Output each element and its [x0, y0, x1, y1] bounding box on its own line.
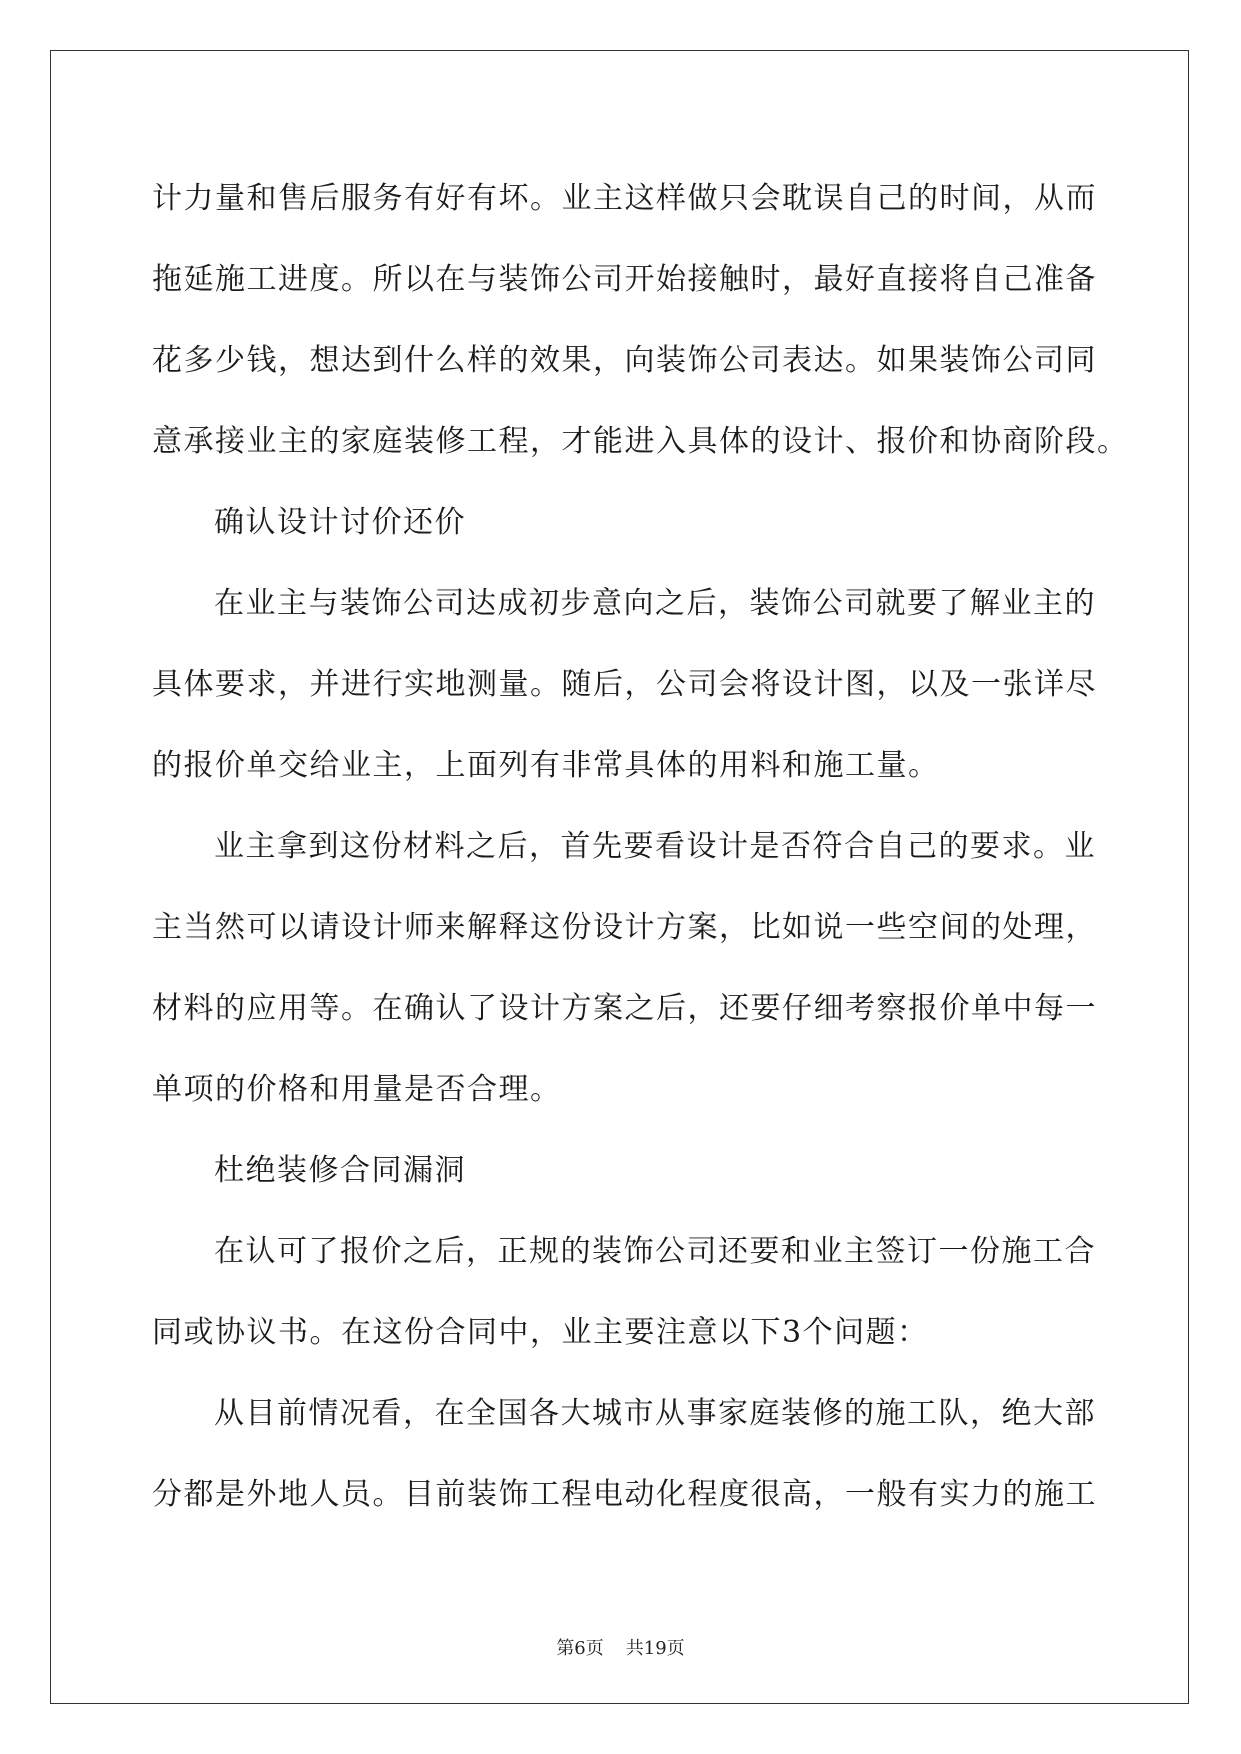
- page-number: 第6页: [556, 1638, 604, 1659]
- document-body: [152, 158, 1129, 1535]
- page-total: 共19页: [625, 1638, 685, 1659]
- section-heading: 确认设计讨价还价: [214, 505, 466, 540]
- body-line: 计力量和售后服务有好有坏。业主这样做只会耽误自己的时间，从而: [152, 181, 1097, 216]
- page-footer: [0, 1634, 1241, 1660]
- body-line: 材料的应用等。在确认了设计方案之后，还要仔细考察报价单中每一: [152, 991, 1097, 1026]
- body-line: 单项的价格和用量是否合理。: [152, 1072, 562, 1107]
- body-line: 从目前情况看，在全国各大城市从事家庭装修的施工队，绝大部: [214, 1396, 1096, 1431]
- body-line: 意承接业主的家庭装修工程，才能进入具体的设计、报价和协商阶段。: [152, 424, 1129, 459]
- section-heading: 杜绝装修合同漏洞: [214, 1153, 466, 1188]
- body-line: 拖延施工进度。所以在与装饰公司开始接触时，最好直接将自己准备: [152, 262, 1097, 297]
- body-line: 分都是外地人员。目前装饰工程电动化程度很高，一般有实力的施工: [152, 1477, 1097, 1512]
- body-line: 的报价单交给业主，上面列有非常具体的用料和施工量。: [152, 748, 940, 783]
- body-line: 花多少钱，想达到什么样的效果，向装饰公司表达。如果装饰公司同: [152, 343, 1097, 378]
- body-line: 业主拿到这份材料之后，首先要看设计是否符合自己的要求。业: [214, 829, 1096, 864]
- body-line: 在认可了报价之后，正规的装饰公司还要和业主签订一份施工合: [214, 1234, 1096, 1269]
- body-line: 同或协议书。在这份合同中，业主要注意以下3个问题：: [152, 1315, 929, 1350]
- body-line: 主当然可以请设计师来解释这份设计方案，比如说一些空间的处理，: [152, 910, 1097, 945]
- body-line: 在业主与装饰公司达成初步意向之后，装饰公司就要了解业主的: [214, 586, 1096, 621]
- body-line: 具体要求，并进行实地测量。随后，公司会将设计图，以及一张详尽: [152, 667, 1097, 702]
